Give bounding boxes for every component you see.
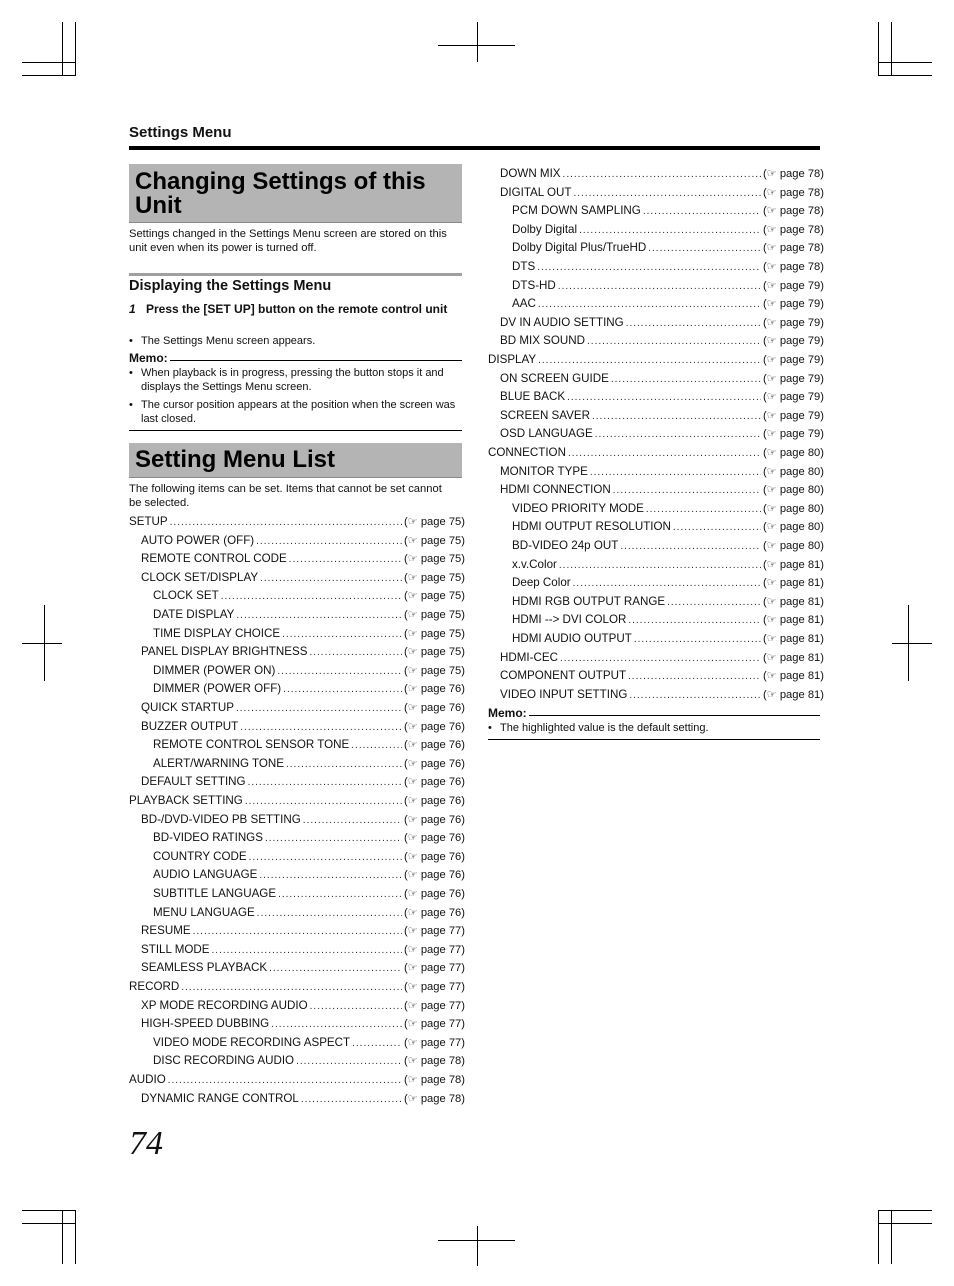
leader-dots bbox=[351, 739, 402, 753]
memo-label: Memo: bbox=[129, 351, 168, 365]
menu-entry bbox=[141, 701, 465, 716]
menu-entry-name: BD-/DVD-VIDEO PB SETTING bbox=[141, 812, 301, 826]
menu-entry bbox=[500, 409, 824, 424]
menu-entry-page-ref: (☞ page 80) bbox=[762, 502, 824, 515]
menu-entry-page-ref: (☞ page 78) bbox=[762, 186, 824, 199]
leader-dots bbox=[587, 335, 761, 349]
menu-entry bbox=[512, 279, 824, 294]
leader-dots bbox=[590, 466, 761, 480]
leader-dots bbox=[673, 521, 761, 535]
leader-dots bbox=[626, 317, 761, 331]
menu-entry-page-ref: (☞ page 75) bbox=[403, 553, 465, 566]
leader-dots bbox=[259, 869, 402, 883]
menu-entry-page-ref: (☞ page 77) bbox=[403, 981, 465, 993]
menu-entry-page-ref: (☞ page 81) bbox=[762, 614, 824, 627]
menu-entry-page-ref: (☞ page 78) bbox=[403, 1055, 465, 1068]
menu-entry-page-ref: (☞ page 79) bbox=[762, 354, 824, 366]
menu-entry bbox=[141, 943, 465, 958]
menu-entry bbox=[141, 999, 465, 1014]
changing-intro: Settings changed in the Settings Menu screen are stored on this unit even when its power is turned off. bbox=[129, 228, 447, 254]
leader-dots bbox=[648, 242, 761, 256]
menu-entry-name: DIMMER (POWER OFF) bbox=[153, 682, 282, 696]
changing-settings-title bbox=[129, 164, 462, 223]
menu-entry-name: MONITOR TYPE bbox=[500, 464, 588, 478]
menu-entry-name: HIGH-SPEED DUBBING bbox=[141, 1017, 270, 1031]
leader-dots bbox=[168, 1074, 402, 1088]
menu-entry bbox=[500, 334, 824, 349]
leader-dots bbox=[212, 944, 402, 958]
menu-entry-name: VIDEO PRIORITY MODE bbox=[512, 501, 644, 515]
menu-entry bbox=[500, 651, 824, 666]
menu-entry-name: HDMI RGB OUTPUT RANGE bbox=[512, 594, 666, 608]
menu-entry-page-ref: (☞ page 79) bbox=[762, 335, 824, 348]
leader-dots bbox=[579, 224, 761, 238]
menu-entry bbox=[500, 427, 824, 442]
menu-entry bbox=[153, 831, 465, 846]
menu-entry bbox=[153, 608, 465, 623]
memo-label: Memo: bbox=[488, 706, 527, 720]
menu-entry-page-ref: (☞ page 77) bbox=[403, 1036, 465, 1049]
leader-dots bbox=[558, 280, 761, 294]
menu-entry-name: DATE DISPLAY bbox=[153, 608, 235, 621]
leader-dots bbox=[310, 1000, 402, 1014]
menu-entry-name: Dolby Digital Plus/TrueHD bbox=[512, 241, 647, 255]
leader-dots bbox=[629, 689, 761, 703]
menu-entry bbox=[500, 372, 824, 387]
menu-entry-page-ref: (☞ page 81) bbox=[762, 595, 824, 608]
menu-entry-page-ref: (☞ page 75) bbox=[403, 646, 465, 659]
menu-entry bbox=[153, 1054, 465, 1069]
menu-entry-page-ref: (☞ page 80) bbox=[762, 521, 824, 534]
menu-entry bbox=[512, 241, 824, 256]
menu-entry-name: PLAYBACK SETTING bbox=[129, 794, 243, 807]
menu-entry-name: REMOTE CONTROL CODE bbox=[141, 552, 287, 566]
menu-entry bbox=[141, 571, 465, 586]
menu-entry bbox=[141, 720, 465, 735]
list-intro: The following items can be set. Items that cannot be set cannot be selected. bbox=[129, 483, 442, 509]
leader-dots bbox=[620, 540, 761, 554]
menu-entry-page-ref: (☞ page 80) bbox=[762, 465, 824, 478]
menu-entry-name: BD MIX SOUND bbox=[500, 334, 586, 348]
menu-entry bbox=[512, 632, 824, 647]
menu-entry-page-ref: (☞ page 75) bbox=[403, 664, 465, 677]
menu-entry bbox=[153, 682, 465, 697]
leader-dots bbox=[277, 665, 402, 679]
menu-entry-page-ref: (☞ page 76) bbox=[403, 720, 465, 733]
menu-entry-page-ref: (☞ page 78) bbox=[762, 242, 824, 255]
menu-entry-page-ref: (☞ page 79) bbox=[762, 316, 824, 329]
menu-entry bbox=[153, 1036, 465, 1051]
leader-dots bbox=[634, 633, 761, 647]
menu-entry-page-ref: (☞ page 77) bbox=[403, 1018, 465, 1031]
menu-entry-page-ref: (☞ page 76) bbox=[403, 832, 465, 845]
menu-entry-name: XP MODE RECORDING AUDIO bbox=[141, 998, 308, 1012]
memo-item: • The cursor position appears at the position when the screen was last closed. bbox=[129, 399, 456, 425]
menu-entry-page-ref: (☞ page 78) bbox=[403, 1074, 465, 1086]
menu-entry-name: HDMI AUDIO OUTPUT bbox=[512, 632, 632, 645]
menu-entry bbox=[500, 688, 824, 703]
leader-dots bbox=[592, 410, 761, 424]
menu-entry bbox=[129, 515, 465, 530]
menu-entry-name: AAC bbox=[512, 297, 536, 311]
leader-dots bbox=[245, 795, 402, 809]
menu-entry-page-ref: (☞ page 76) bbox=[403, 702, 465, 714]
title-line-2: Unit bbox=[135, 192, 182, 219]
leader-dots bbox=[563, 168, 761, 182]
menu-entry bbox=[141, 961, 465, 976]
menu-entry bbox=[141, 552, 465, 567]
menu-entry-name: ALERT/WARNING TONE bbox=[153, 756, 284, 770]
menu-entry bbox=[512, 520, 824, 535]
menu-entry-name: VIDEO INPUT SETTING bbox=[500, 687, 628, 701]
menu-entry-page-ref: (☞ page 76) bbox=[403, 776, 465, 789]
menu-entry-page-ref: (☞ page 79) bbox=[762, 428, 824, 441]
menu-entry-name: SEAMLESS PLAYBACK bbox=[141, 961, 268, 975]
leader-dots bbox=[260, 572, 402, 586]
menu-entry-page-ref: (☞ page 77) bbox=[403, 962, 465, 975]
menu-entry-page-ref: (☞ page 75) bbox=[403, 627, 465, 640]
leader-dots bbox=[303, 814, 402, 828]
menu-entry-page-ref: (☞ page 76) bbox=[403, 683, 465, 696]
menu-entry-page-ref: (☞ page 76) bbox=[403, 739, 465, 752]
menu-entry-name: BD-VIDEO RATINGS bbox=[153, 831, 263, 845]
menu-entry-page-ref: (☞ page 81) bbox=[762, 651, 824, 664]
menu-entry bbox=[488, 446, 824, 461]
menu-entry bbox=[129, 1073, 465, 1088]
menu-entry-page-ref: (☞ page 79) bbox=[762, 409, 824, 422]
memo-item: • When playback is in progress, pressing the button stops it and displays the Settings Menu screen. bbox=[129, 367, 444, 393]
leader-dots bbox=[573, 577, 761, 591]
leader-dots bbox=[595, 428, 761, 442]
menu-entry bbox=[500, 167, 824, 182]
menu-entry-name: SETUP bbox=[129, 515, 168, 528]
menu-entry-name: REMOTE CONTROL SENSOR TONE bbox=[153, 738, 350, 752]
menu-entry-name: HDMI OUTPUT RESOLUTION bbox=[512, 520, 671, 534]
menu-entry-name: HDMI --> DVI COLOR bbox=[512, 613, 627, 627]
menu-entry-name: DYNAMIC RANGE CONTROL bbox=[141, 1091, 299, 1105]
leader-dots bbox=[282, 628, 402, 642]
menu-entry-name: CONNECTION bbox=[488, 446, 566, 459]
memo-2 bbox=[488, 706, 820, 720]
leader-dots bbox=[296, 1055, 402, 1069]
section-header: Settings Menu bbox=[129, 124, 232, 141]
leader-dots bbox=[628, 670, 761, 684]
memo-item: • The highlighted value is the default setting. bbox=[488, 722, 709, 734]
menu-entry-page-ref: (☞ page 80) bbox=[762, 484, 824, 497]
menu-entry-name: AUDIO LANGUAGE bbox=[153, 868, 258, 882]
menu-entry bbox=[512, 539, 824, 554]
leader-dots bbox=[249, 851, 402, 865]
subheading-rule bbox=[129, 273, 462, 276]
menu-entry-page-ref: (☞ page 76) bbox=[403, 850, 465, 863]
menu-entry-name: DIMMER (POWER ON) bbox=[153, 663, 276, 677]
menu-entry bbox=[512, 204, 824, 219]
menu-entry-page-ref: (☞ page 75) bbox=[403, 571, 465, 584]
leader-dots bbox=[559, 559, 761, 573]
leader-dots bbox=[236, 609, 402, 623]
menu-entry-page-ref: (☞ page 75) bbox=[403, 516, 465, 528]
menu-entry bbox=[153, 887, 465, 902]
menu-entry-name: DISC RECORDING AUDIO bbox=[153, 1054, 295, 1068]
menu-entry-page-ref: (☞ page 81) bbox=[762, 633, 824, 645]
menu-entry-name: DTS-HD bbox=[512, 278, 556, 292]
menu-entry-page-ref: (☞ page 76) bbox=[403, 869, 465, 882]
menu-entry-name: DEFAULT SETTING bbox=[141, 775, 246, 789]
leader-dots bbox=[538, 298, 761, 312]
leader-dots bbox=[193, 925, 402, 939]
menu-entry bbox=[141, 534, 465, 549]
memo-1 bbox=[129, 351, 462, 365]
leader-dots bbox=[301, 1093, 402, 1107]
menu-entry-name: AUTO POWER (OFF) bbox=[141, 533, 255, 547]
menu-entry bbox=[153, 906, 465, 921]
leader-dots bbox=[309, 646, 402, 660]
leader-dots bbox=[560, 652, 761, 666]
menu-entry-name: QUICK STARTUP bbox=[141, 701, 234, 714]
menu-entry-page-ref: (☞ page 81) bbox=[762, 577, 824, 590]
menu-entry-name: HDMI CONNECTION bbox=[500, 483, 611, 497]
menu-entry bbox=[512, 223, 824, 238]
leader-dots bbox=[283, 683, 402, 697]
menu-entry-name: DIGITAL OUT bbox=[500, 185, 572, 199]
menu-entry-name: COMPONENT OUTPUT bbox=[500, 669, 627, 683]
menu-entry bbox=[512, 558, 824, 573]
menu-entry-name: CLOCK SET/DISPLAY bbox=[141, 570, 259, 584]
menu-entry-page-ref: (☞ page 79) bbox=[762, 372, 824, 385]
leader-dots bbox=[278, 888, 402, 902]
menu-entry-page-ref: (☞ page 76) bbox=[403, 795, 465, 807]
menu-entry-page-ref: (☞ page 75) bbox=[403, 534, 465, 547]
menu-entry bbox=[129, 794, 465, 809]
setting-menu-list-title: Setting Menu List bbox=[129, 443, 462, 478]
menu-entry bbox=[153, 757, 465, 772]
menu-entry-name: BLUE BACK bbox=[500, 390, 566, 404]
menu-entry bbox=[500, 390, 824, 405]
menu-entry-page-ref: (☞ page 77) bbox=[403, 999, 465, 1012]
step-1 bbox=[129, 302, 462, 316]
menu-entry bbox=[500, 483, 824, 498]
menu-entry bbox=[512, 613, 824, 628]
menu-entry-name: DOWN MIX bbox=[500, 167, 561, 180]
page-number: 74 bbox=[129, 1125, 163, 1162]
menu-entry-page-ref: (☞ page 81) bbox=[762, 670, 824, 683]
menu-entry bbox=[500, 465, 824, 480]
title-line-1: Changing Settings of this bbox=[135, 168, 426, 195]
menu-entry bbox=[153, 868, 465, 883]
menu-entry-name: VIDEO MODE RECORDING ASPECT bbox=[153, 1035, 351, 1049]
menu-entry bbox=[141, 813, 465, 828]
menu-entry-name: Deep Color bbox=[512, 576, 571, 590]
menu-entry bbox=[512, 502, 824, 517]
menu-entry bbox=[153, 627, 465, 642]
menu-entry-name: STILL MODE bbox=[141, 942, 210, 956]
leader-dots bbox=[538, 354, 761, 368]
leader-dots bbox=[611, 373, 761, 387]
menu-entry bbox=[500, 186, 824, 201]
menu-entry-name: PCM DOWN SAMPLING bbox=[512, 204, 641, 218]
menu-entry bbox=[512, 595, 824, 610]
menu-entry bbox=[153, 664, 465, 679]
menu-entry bbox=[512, 260, 824, 275]
menu-entry-page-ref: (☞ page 77) bbox=[403, 925, 465, 938]
menu-entry-page-ref: (☞ page 77) bbox=[403, 943, 465, 956]
leader-dots bbox=[269, 962, 402, 976]
menu-entry-page-ref: (☞ page 78) bbox=[403, 1092, 465, 1105]
menu-entry bbox=[512, 576, 824, 591]
leader-dots bbox=[628, 614, 761, 628]
leader-dots bbox=[613, 484, 761, 498]
menu-entry bbox=[500, 669, 824, 684]
menu-entry-name: MENU LANGUAGE bbox=[153, 905, 255, 919]
menu-entry bbox=[153, 589, 465, 604]
menu-entry bbox=[141, 775, 465, 790]
leader-dots bbox=[265, 832, 402, 846]
menu-entry-page-ref: (☞ page 78) bbox=[762, 168, 824, 180]
menu-entry-name: RESUME bbox=[141, 924, 191, 938]
leader-dots bbox=[568, 447, 761, 461]
leader-dots bbox=[181, 981, 402, 995]
leader-dots bbox=[646, 503, 761, 517]
menu-entry-page-ref: (☞ page 78) bbox=[762, 261, 824, 273]
menu-entry-page-ref: (☞ page 80) bbox=[762, 540, 824, 552]
menu-entry-name: x.v.Color bbox=[512, 557, 557, 571]
menu-entry-name: SCREEN SAVER bbox=[500, 408, 590, 422]
step-bullet: • The Settings Menu screen appears. bbox=[129, 335, 316, 347]
menu-entry-page-ref: (☞ page 75) bbox=[403, 609, 465, 621]
menu-entry-page-ref: (☞ page 75) bbox=[403, 590, 465, 603]
menu-entry-page-ref: (☞ page 79) bbox=[762, 279, 824, 292]
leader-dots bbox=[286, 758, 402, 772]
menu-entry-name: SUBTITLE LANGUAGE bbox=[153, 887, 277, 900]
menu-entry-page-ref: (☞ page 78) bbox=[762, 223, 824, 236]
menu-entry-page-ref: (☞ page 76) bbox=[403, 813, 465, 826]
menu-entry-name: DV IN AUDIO SETTING bbox=[500, 315, 624, 329]
menu-entry bbox=[141, 1017, 465, 1032]
menu-entry bbox=[512, 297, 824, 312]
menu-entry-page-ref: (☞ page 79) bbox=[762, 298, 824, 311]
leader-dots bbox=[643, 205, 761, 219]
memo-end-rule bbox=[129, 430, 462, 431]
menu-entry-name: TIME DISPLAY CHOICE bbox=[153, 626, 281, 640]
menu-entry-page-ref: (☞ page 79) bbox=[762, 391, 824, 404]
menu-entry bbox=[129, 980, 465, 995]
leader-dots bbox=[236, 702, 402, 716]
menu-entry-name: BD-VIDEO 24p OUT bbox=[512, 539, 619, 552]
header-rule bbox=[129, 146, 820, 150]
menu-entry-name: PANEL DISPLAY BRIGHTNESS bbox=[141, 645, 308, 659]
menu-entry-name: OSD LANGUAGE bbox=[500, 427, 593, 441]
menu-entry-name: AUDIO bbox=[129, 1073, 166, 1086]
leader-dots bbox=[257, 907, 402, 921]
menu-entry-name: CLOCK SET bbox=[153, 589, 219, 603]
menu-entry-page-ref: (☞ page 78) bbox=[762, 205, 824, 218]
menu-entry bbox=[141, 924, 465, 939]
menu-entry-name: BUZZER OUTPUT bbox=[141, 719, 239, 733]
leader-dots bbox=[248, 776, 402, 790]
menu-entry-page-ref: (☞ page 81) bbox=[762, 688, 824, 701]
menu-entry-page-ref: (☞ page 76) bbox=[403, 888, 465, 900]
leader-dots bbox=[170, 516, 402, 530]
menu-entry-name: RECORD bbox=[129, 980, 180, 993]
subheading: Displaying the Settings Menu bbox=[129, 278, 332, 294]
leader-dots bbox=[667, 596, 761, 610]
leader-dots bbox=[567, 391, 761, 405]
step-number: 1 bbox=[129, 302, 136, 316]
leader-dots bbox=[271, 1018, 402, 1032]
menu-entry-name: Dolby Digital bbox=[512, 222, 578, 236]
memo-end-rule bbox=[488, 739, 820, 740]
menu-entry-page-ref: (☞ page 80) bbox=[762, 447, 824, 459]
menu-entry-name: DISPLAY bbox=[488, 353, 537, 366]
leader-dots bbox=[221, 590, 402, 604]
leader-dots bbox=[289, 553, 402, 567]
menu-entry bbox=[141, 1092, 465, 1107]
menu-entry-name: ON SCREEN GUIDE bbox=[500, 371, 609, 385]
menu-entry bbox=[488, 353, 824, 368]
leader-dots bbox=[574, 187, 761, 201]
menu-entry bbox=[153, 850, 465, 865]
menu-entry-page-ref: (☞ page 81) bbox=[762, 558, 824, 571]
menu-entry bbox=[500, 316, 824, 331]
menu-entry-page-ref: (☞ page 76) bbox=[403, 906, 465, 919]
menu-entry-name: COUNTRY CODE bbox=[153, 849, 247, 863]
step-text: Press the [SET UP] button on the remote control unit bbox=[146, 302, 448, 316]
leader-dots bbox=[537, 261, 761, 275]
leader-dots bbox=[352, 1037, 402, 1051]
leader-dots bbox=[240, 721, 402, 735]
menu-entry bbox=[153, 738, 465, 753]
menu-entry-name: DTS bbox=[512, 260, 536, 273]
menu-entry-page-ref: (☞ page 76) bbox=[403, 757, 465, 770]
leader-dots bbox=[256, 535, 402, 549]
menu-entry-name: HDMI-CEC bbox=[500, 650, 558, 664]
menu-entry bbox=[141, 645, 465, 660]
